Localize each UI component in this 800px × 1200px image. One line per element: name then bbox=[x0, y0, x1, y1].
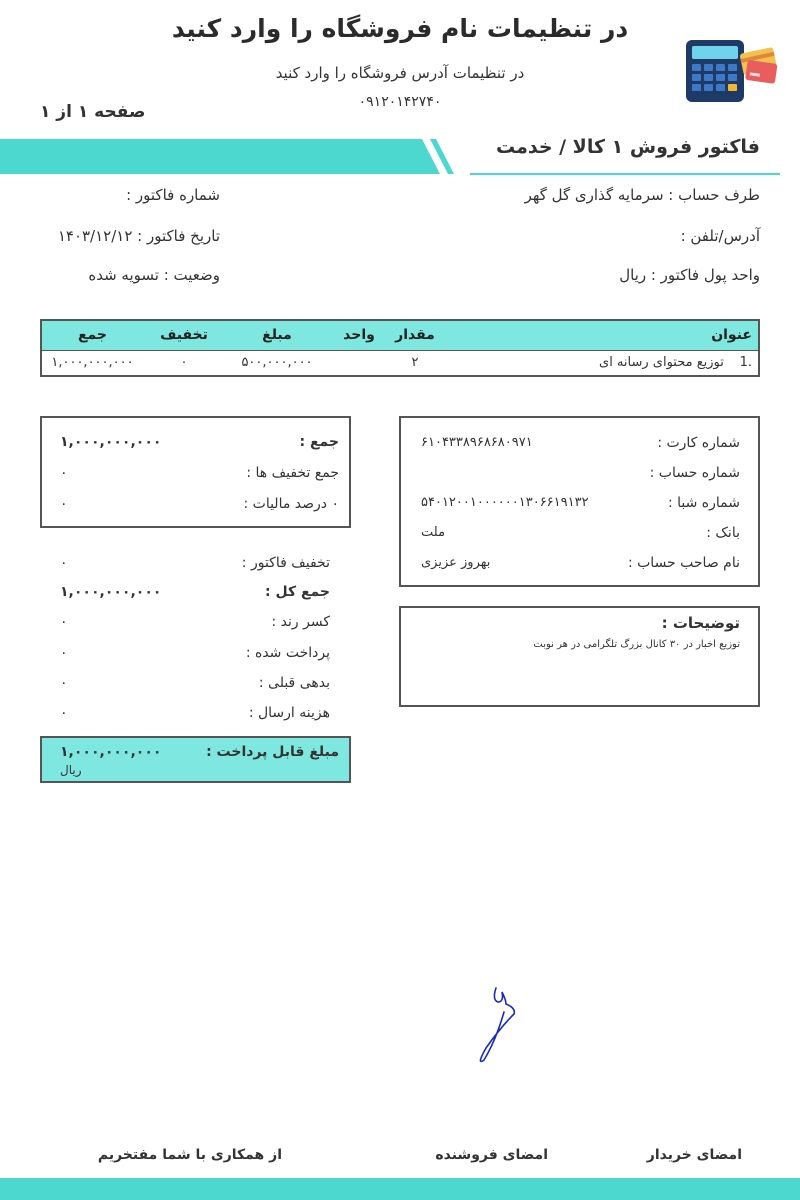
store-address: در تنظیمات آدرس فروشگاه را وارد کنید bbox=[275, 64, 525, 82]
invoice-number: شماره فاکتور : bbox=[126, 186, 220, 204]
invoice-title: فاکتور فروش ۱ کالا / خدمت bbox=[495, 136, 760, 158]
shipping-label: هزینه ارسال : bbox=[248, 705, 330, 721]
table-row bbox=[41, 350, 759, 376]
payable-label: مبلغ قابل پرداخت : bbox=[206, 744, 339, 760]
seller-signature-mark bbox=[470, 980, 530, 1070]
notes-text: توزیع اخبار در ۳۰ کانال بزرگ تلگرامی در هر نوبت bbox=[533, 639, 740, 650]
sheba-label: شماره شبا : bbox=[667, 495, 740, 511]
invoice-discount-label: تخفیف فاکتور : bbox=[241, 555, 330, 571]
card-label: شماره کارت : bbox=[657, 435, 740, 451]
rounding-label: کسر رند : bbox=[271, 614, 330, 630]
paid-label: پرداخت شده : bbox=[245, 645, 330, 661]
col-quantity: مقدار bbox=[389, 320, 441, 350]
counterparty: طرف حساب : سرمایه گذاری گل گهر bbox=[524, 186, 760, 204]
row-price: ۵۰۰,۰۰۰,۰۰۰ bbox=[225, 350, 329, 376]
tax-label: ۰ درصد مالیات : bbox=[243, 496, 339, 512]
discounts-label: جمع تخفیف ها : bbox=[246, 465, 339, 481]
notes-label: توضیحات : bbox=[661, 614, 740, 632]
col-total: جمع bbox=[41, 320, 143, 350]
paid-value: ۰ bbox=[60, 645, 68, 661]
buyer-signature: امضای خریدار bbox=[646, 1147, 742, 1163]
sum-label: جمع : bbox=[299, 434, 339, 450]
address-phone: آدرس/تلفن : bbox=[680, 227, 760, 245]
title-underline bbox=[470, 173, 780, 175]
holder-value: بهروز عزیزی bbox=[421, 555, 491, 570]
payable-box bbox=[40, 736, 351, 783]
store-name: در تنظیمات نام فروشگاه را وارد کنید bbox=[171, 14, 629, 43]
row-unit bbox=[329, 350, 389, 376]
row-discount: ۰ bbox=[143, 350, 225, 376]
payable-value: ۱,۰۰۰,۰۰۰,۰۰۰ bbox=[60, 744, 162, 760]
tax-value: ۰ bbox=[60, 496, 68, 512]
col-discount: تخفیف bbox=[143, 320, 225, 350]
sheba-value: ۵۴۰۱۲۰۰۱۰۰۰۰۰۰۱۳۰۶۶۱۹۱۳۲ bbox=[421, 495, 589, 510]
store-phone: ۰۹۱۲۰۱۴۲۷۴۰ bbox=[358, 94, 442, 110]
table-header-row bbox=[41, 320, 759, 350]
invoice-discount-value: ۰ bbox=[60, 555, 68, 571]
holder-label: نام صاحب حساب : bbox=[627, 555, 740, 571]
invoice-date: تاریخ فاکتور : ۱۴۰۳/۱۲/۱۲ bbox=[57, 227, 220, 245]
previous-debt-label: بدهی قبلی : bbox=[258, 675, 330, 691]
previous-debt-value: ۰ bbox=[60, 675, 68, 691]
card-value: ۶۱۰۴۳۳۸۹۶۸۶۸۰۹۷۱ bbox=[421, 435, 533, 450]
col-price: مبلغ bbox=[225, 320, 329, 350]
bank-value: ملت bbox=[421, 525, 446, 540]
items-table bbox=[40, 319, 760, 377]
page-number: صفحه ۱ از ۱ bbox=[40, 102, 146, 122]
header-accent-slant bbox=[390, 139, 460, 174]
col-title: عنوان bbox=[441, 320, 759, 350]
totals-box bbox=[40, 416, 351, 528]
notes-box bbox=[399, 606, 760, 707]
bank-label: بانک : bbox=[706, 525, 740, 541]
row-title: توزیع محتوای رسانه ای bbox=[599, 355, 724, 371]
header-accent-band bbox=[0, 139, 410, 174]
grand-total-value: ۱,۰۰۰,۰۰۰,۰۰۰ bbox=[60, 584, 162, 600]
row-quantity: ۲ bbox=[389, 350, 441, 376]
bank-box bbox=[399, 416, 760, 587]
row-total: ۱,۰۰۰,۰۰۰,۰۰۰ bbox=[41, 350, 143, 376]
row-index: .1 bbox=[739, 355, 752, 371]
grand-total-label: جمع کل : bbox=[264, 584, 330, 600]
payable-currency: ریال bbox=[60, 763, 82, 777]
thanks-note: از همکاری با شما مفتخریم bbox=[97, 1147, 282, 1163]
shipping-value: ۰ bbox=[60, 705, 68, 721]
footer-accent-bar bbox=[0, 1178, 800, 1200]
sum-value: ۱,۰۰۰,۰۰۰,۰۰۰ bbox=[60, 434, 162, 450]
col-unit: واحد bbox=[329, 320, 389, 350]
discounts-value: ۰ bbox=[60, 465, 68, 481]
invoice-status: وضعیت : تسویه شده bbox=[88, 266, 220, 284]
seller-signature: امضای فروشنده bbox=[435, 1147, 548, 1163]
rounding-value: ۰ bbox=[60, 614, 68, 630]
calculator-card-icon bbox=[680, 34, 780, 104]
account-label: شماره حساب : bbox=[649, 465, 740, 481]
currency: واحد پول فاکتور : ریال bbox=[619, 266, 760, 284]
